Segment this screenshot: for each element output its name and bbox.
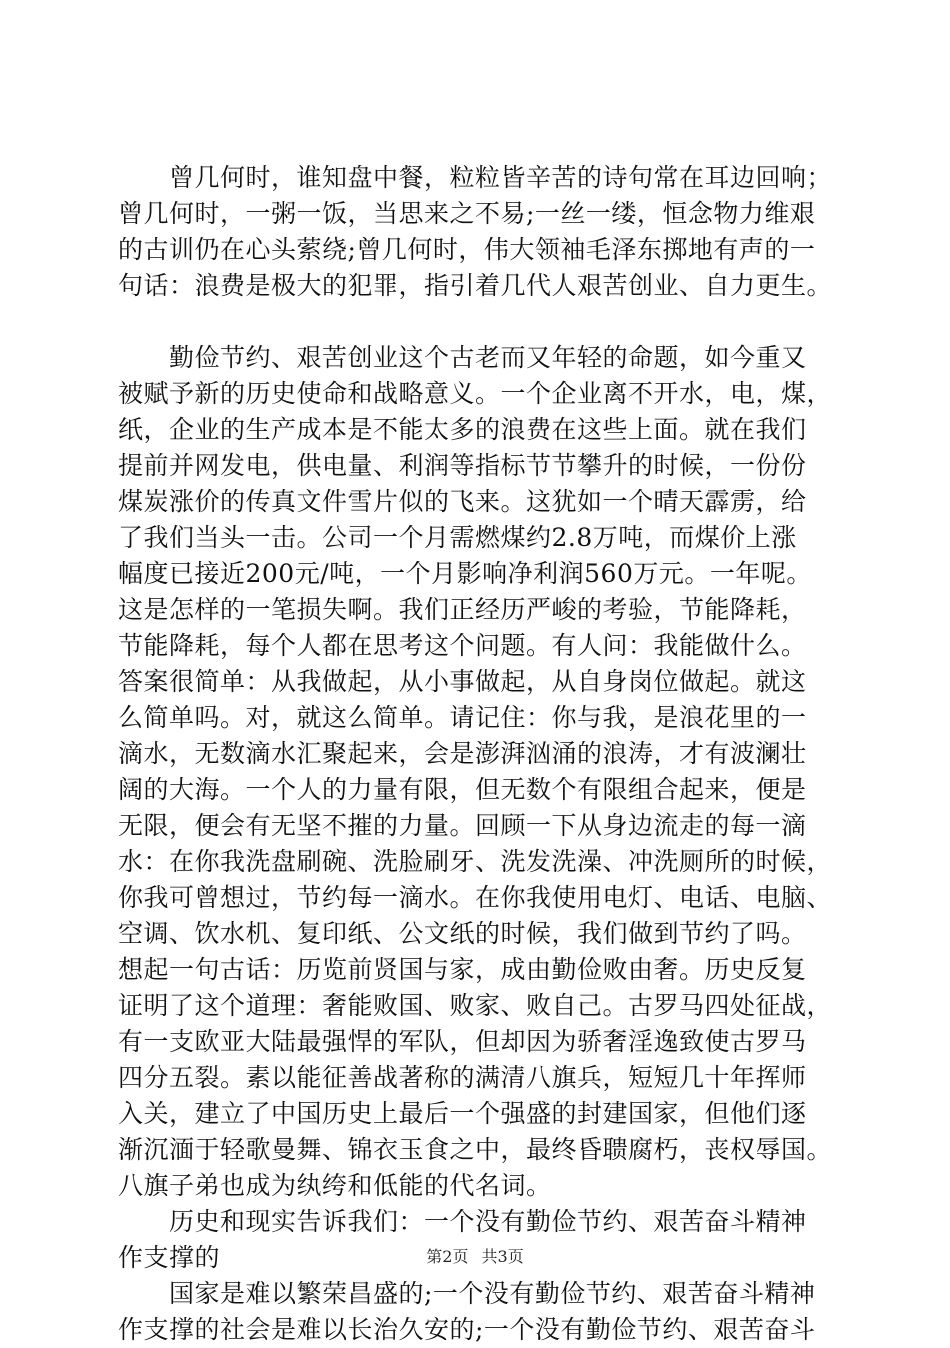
text-line: 有一支欧亚大陆最强悍的军队，但却因为骄奢淫逸致使古罗马 [118, 1027, 807, 1056]
text-line: 么简单吗。对，就这么简单。请记住：你与我，是浪花里的一 [118, 703, 807, 732]
text-line: 水：在你我洗盘刷碗、洗脸刷牙、洗发洗澡、冲洗厕所的时候， [118, 847, 833, 876]
page-footer [0, 1244, 950, 1267]
text-line: 入关，建立了中国历史上最后一个强盛的封建国家，但他们逐 [118, 1099, 807, 1128]
page-total: 共3页 [481, 1247, 524, 1266]
text-line: 提前并网发电，供电量、利润等指标节节攀升的时候，一份份 [118, 451, 807, 480]
paragraph-gap [118, 304, 848, 340]
text-line: 被赋予新的历史使命和战略意义。一个企业离不开水，电，煤， [118, 379, 833, 408]
text-line: 煤炭涨价的传真文件雪片似的飞来。这犹如一个晴天霹雳，给 [118, 487, 807, 516]
text-line: 句话：浪费是极大的犯罪，指引着几代人艰苦创业、自力更生。 [118, 271, 833, 300]
text-line: 答案很简单：从我做起，从小事做起，从自身岗位做起。就这 [118, 667, 807, 696]
text-line: 历史和现实告诉我们：一个没有勤俭节约、艰苦奋斗精神 [118, 1207, 807, 1236]
paragraph-4 [118, 1276, 848, 1348]
text-line: 证明了这个道理：奢能败国、败家、败自己。古罗马四处征战， [118, 991, 833, 1020]
text-line: 了我们当头一击。公司一个月需燃煤约2.8万吨，而煤价上涨 [118, 523, 797, 552]
page-number: 第2页 [426, 1247, 469, 1266]
text-line: 曾几何时，一粥一饭，当思来之不易;一丝一缕，恒念物力维艰 [118, 199, 816, 228]
text-line: 纸，企业的生产成本是不能太多的浪费在这些上面。就在我们 [118, 415, 807, 444]
text-line: 想起一句古话：历览前贤国与家，成由勤俭败由奢。历史反复 [118, 955, 807, 984]
text-line: 阔的大海。一个人的力量有限，但无数个有限组合起来，便是 [118, 775, 807, 804]
text-line: 作支撑的 [118, 1243, 221, 1272]
text-line: 作支撑的社会是难以长治久安的;一个没有勤俭节约、艰苦奋斗 [118, 1315, 816, 1344]
document-body [118, 160, 848, 1348]
paragraph-2 [118, 340, 848, 1204]
text-line: 渐沉湎于轻歌曼舞、锦衣玉食之中，最终昏聩腐朽，丧权辱国。 [118, 1135, 833, 1164]
text-line: 国家是难以繁荣昌盛的;一个没有勤俭节约、艰苦奋斗精神 [118, 1279, 816, 1308]
text-line: 你我可曾想过，节约每一滴水。在你我使用电灯、电话、电脑、 [118, 883, 833, 912]
text-line: 节能降耗，每个人都在思考这个问题。有人问：我能做什么。 [118, 631, 807, 660]
text-line: 四分五裂。素以能征善战著称的满清八旗兵，短短几十年挥师 [118, 1063, 807, 1092]
text-line: 空调、饮水机、复印纸、公文纸的时候，我们做到节约了吗。 [118, 919, 807, 948]
text-line: 幅度已接近200元/吨，一个月影响净利润560万元。一年呢。 [118, 559, 812, 588]
text-line: 勤俭节约、艰苦创业这个古老而又年轻的命题，如今重又 [118, 343, 807, 372]
text-line: 八旗子弟也成为纨绔和低能的代名词。 [118, 1171, 552, 1200]
text-line: 的古训仍在心头萦绕;曾几何时，伟大领袖毛泽东掷地有声的一 [118, 235, 816, 264]
text-line: 这是怎样的一笔损失啊。我们正经历严峻的考验，节能降耗， [118, 595, 807, 624]
text-line: 滴水，无数滴水汇聚起来，会是澎湃汹涌的浪涛，才有波澜壮 [118, 739, 807, 768]
text-line: 曾几何时，谁知盘中餐，粒粒皆辛苦的诗句常在耳边回响； [118, 163, 833, 192]
paragraph-1 [118, 160, 848, 304]
text-line: 无限，便会有无坚不摧的力量。回顾一下从身边流走的每一滴 [118, 811, 807, 840]
